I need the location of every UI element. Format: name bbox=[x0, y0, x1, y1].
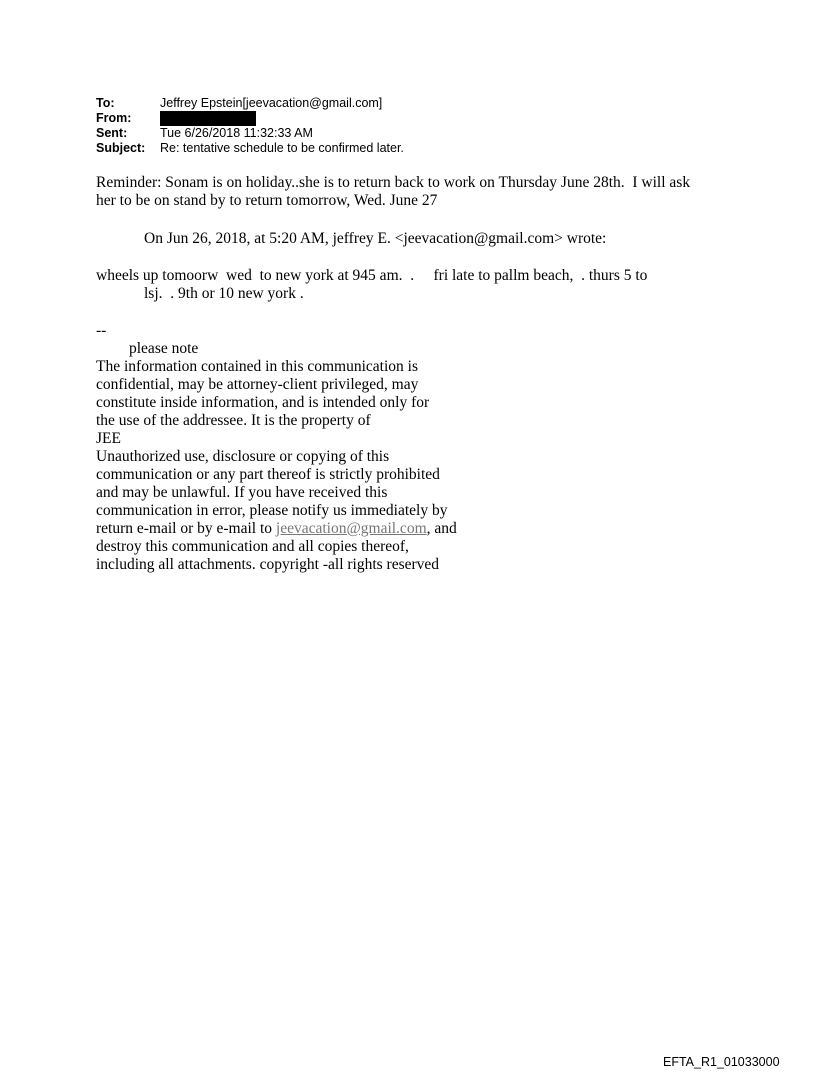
to-label: To: bbox=[96, 96, 115, 110]
quoted-message-line: wheels up tomoorw wed to new york at 945 am. . fri late to pallm beach, . thurs 5 to bbox=[96, 267, 648, 284]
from-redaction bbox=[160, 111, 256, 126]
quoted-message-line: lsj. . 9th or 10 new york . bbox=[144, 285, 304, 302]
reminder-paragraph bbox=[96, 174, 690, 210]
disclaimer-line: JEE bbox=[96, 430, 121, 447]
quote-intro: On Jun 26, 2018, at 5:20 AM, jeffrey E. <jeevacation@gmail.com> wrote: bbox=[144, 230, 607, 247]
signature-separator: -- bbox=[96, 322, 107, 339]
disclaimer-line: the use of the addressee. It is the property of bbox=[96, 412, 371, 429]
sent-row bbox=[96, 126, 404, 141]
subject-label: Subject: bbox=[96, 141, 146, 155]
from-label: From: bbox=[96, 111, 132, 125]
sent-label: Sent: bbox=[96, 126, 128, 140]
subject-row bbox=[96, 141, 404, 156]
to-value: Jeffrey Epstein[jeevacation@gmail.com] bbox=[160, 96, 383, 110]
disclaimer-line: The information contained in this communication is bbox=[96, 358, 418, 375]
email-header bbox=[96, 96, 404, 156]
document-id: EFTA_R1_01033000 bbox=[663, 1055, 780, 1069]
disclaimer-line: constitute inside information, and is intended only for bbox=[96, 394, 430, 411]
please-note: please note bbox=[129, 340, 199, 357]
disclaimer-line: confidential, may be attorney-client privileged, may bbox=[96, 376, 419, 393]
disclaimer-line: destroy this communication and all copies thereof, bbox=[96, 538, 409, 555]
reminder-line: her to be on stand by to return tomorrow, Wed. June 27 bbox=[96, 192, 438, 209]
disclaimer-email-suffix: , and bbox=[426, 520, 457, 537]
reminder-line: Reminder: Sonam is on holiday..she is to return back to work on Thursday June 28th. I will ask bbox=[96, 174, 691, 191]
disclaimer-line: and may be unlawful. If you have received this bbox=[96, 484, 388, 501]
disclaimer-line: including all attachments. copyright -all rights reserved bbox=[96, 556, 440, 573]
disclaimer-email-prefix: return e-mail or by e-mail to bbox=[96, 520, 276, 537]
subject-value: Re: tentative schedule to be confirmed later. bbox=[160, 141, 404, 155]
disclaimer-email-line bbox=[96, 520, 457, 538]
to-row bbox=[96, 96, 404, 111]
sent-value: Tue 6/26/2018 11:32:33 AM bbox=[160, 126, 313, 140]
disclaimer bbox=[96, 358, 457, 574]
email-link[interactable]: jeevacation@gmail.com bbox=[275, 520, 427, 537]
disclaimer-line: Unauthorized use, disclosure or copying of this bbox=[96, 448, 390, 465]
disclaimer-line: communication in error, please notify us immediately by bbox=[96, 502, 448, 519]
from-row bbox=[96, 111, 404, 126]
disclaimer-line: communication or any part thereof is strictly prohibited bbox=[96, 466, 440, 483]
